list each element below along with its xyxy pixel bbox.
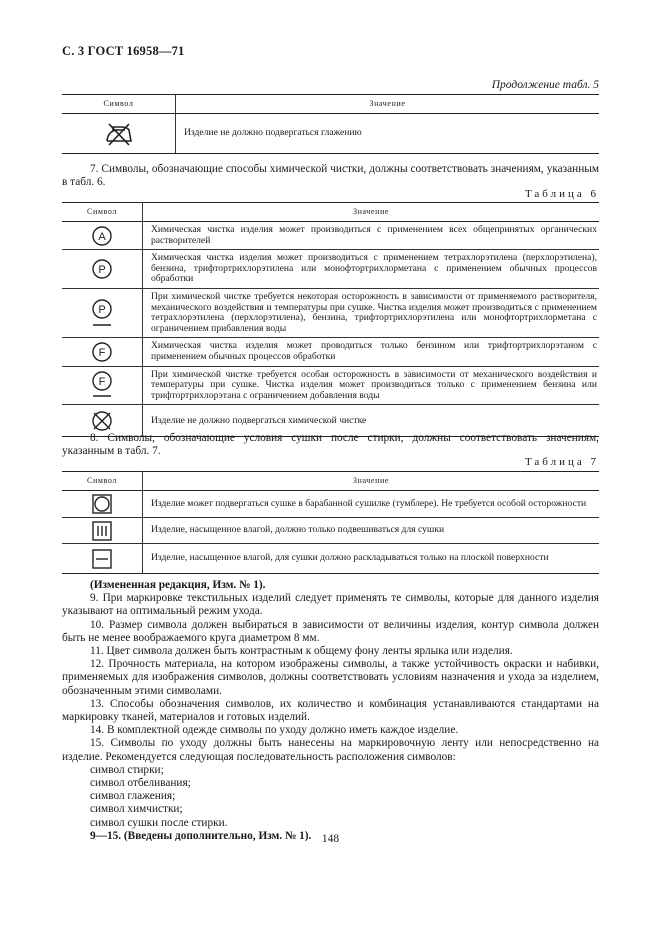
tumble-dry-icon: [91, 493, 113, 515]
table6-row-text: Химическая чистка изделия может производиться с применением тетрахлорэтилена (перхлорэтилена), бензина, трифтортрихлорэтилена или монофтортрихлорметана с применением обычных процессов обработки: [143, 250, 600, 289]
final-note: 9—15. (Введены дополнительно, Изм. № 1).: [90, 829, 312, 842]
svg-text:A: A: [98, 230, 106, 243]
paragraph-8: [62, 432, 599, 458]
table6-caption: Таблица 6: [524, 188, 599, 200]
table6-symbol-cell: [62, 250, 143, 289]
drip-dry-icon: [91, 520, 113, 542]
table5-row-text: Изделие не должно подвергаться глажению: [176, 114, 600, 154]
paragraph-7: [62, 163, 599, 189]
table6-col-meaning: Значение: [143, 203, 600, 222]
svg-text:P: P: [98, 304, 106, 317]
table6-symbol-cell: [62, 288, 143, 337]
table6-row-text: При химической чистке требуется некоторая осторожность в зависимости от применяемого растворителя, механического воздействия и температуры при сушке. Чистка изделия может производиться с применением тетрахлорэтилена (перхлорэтилена), бензина, трифтортрихлорэтилена или монофтортрихлорметана с ограничением прибавления воды: [143, 288, 600, 337]
paragraph-11: 11. Цвет символа должен быть контрастным к общему фону ленты ярлыка или изделия.: [90, 645, 513, 658]
table7-caption: Таблица 7: [524, 456, 599, 468]
list-item: символ стирки;: [90, 763, 164, 776]
svg-text:F: F: [98, 376, 106, 389]
table6-row-text: Химическая чистка изделия может проводиться только бензином или трифтортрихлорэтаном с применением обычных процессов обработки: [143, 338, 600, 366]
paragraph-13: 13. Способы обозначения символов, их количество и комбинация устанавливаются стандартами на маркировку тканей, материалов и готовых изделий.: [62, 697, 599, 724]
circle-p-underlined-icon: [89, 297, 115, 329]
dry-flat-icon: [91, 548, 113, 570]
table5: [62, 94, 599, 154]
list-item: символ химчистки;: [90, 803, 183, 816]
paragraph-7-text: 7. Символы, обозначающие способы химической чистки, должны соответствовать значениям, указанным в табл. 6.: [62, 163, 599, 189]
table7-row-text: Изделие, насыщенное влагой, должно только подвешиваться для сушки: [143, 518, 600, 544]
table6-symbol-cell: [62, 366, 143, 405]
edit-note: (Измененная редакция, Изм. № 1).: [90, 579, 266, 591]
paragraph-10: 10. Размер символа должен выбираться в зависимости от величины изделия, контур символа должен быть не менее воображаемого круга диаметром 8 мм.: [62, 618, 599, 644]
list-item: символ отбеливания;: [90, 777, 191, 790]
table7-col-symbol: Символ: [62, 472, 143, 491]
table7-symbol-cell: [62, 544, 143, 574]
table6-symbol-cell: [62, 222, 143, 250]
table7-row-text: Изделие, насыщенное влагой, для сушки должно раскладываться только на плоской поверхности: [143, 544, 600, 574]
table5-continuation-caption: Продолжение табл. 5: [491, 79, 599, 91]
paragraph-9: 9. При маркировке текстильных изделий следует применять те символы, которые для данного изделия указывают на оптимальный режим ухода.: [62, 592, 599, 618]
table5-col-symbol: Символ: [62, 95, 176, 114]
table6: [62, 202, 599, 437]
circle-f-icon: [91, 341, 113, 363]
paragraph-12: 12. Прочность материала, на котором изображены символы, а также устойчивость окраски и набивки, применяемых для изображения символов, должны соответствовать условиям назначения и ухода за изделием, обозначенным этими символами.: [62, 658, 599, 697]
circle-a-icon: [91, 225, 113, 247]
table7: [62, 471, 599, 574]
table6-row-text: Химическая чистка изделия может производиться с применением всех общепринятых органических растворителей: [143, 222, 600, 250]
paragraph-14: 14. В комплектной одежде символы по уходу должно иметь каждое изделие.: [90, 724, 459, 737]
svg-text:F: F: [98, 346, 106, 359]
table7-symbol-cell: [62, 491, 143, 518]
list-item: символ сушки после стирки.: [90, 816, 228, 829]
table7-row-text: Изделие может подвергаться сушке в барабанной сушилке (тумблере). Не требуется особой осторожности: [143, 491, 600, 518]
svg-text:P: P: [98, 264, 106, 277]
table6-col-symbol: Символ: [62, 203, 143, 222]
page-number: 148: [321, 833, 340, 845]
paragraph-8-text: 8. Символы, обозначающие условия сушки после стирки, должны соответствовать значениям, указанным в табл. 7.: [62, 432, 599, 458]
table6-row-text: При химической чистке требуется особая осторожность в зависимости от механического воздействия и температуры при сушке. Чистка изделия может производиться только с применением бензина или трифтортрихлорэтана с ограничением добавления воды: [143, 366, 600, 405]
circle-f-underlined-icon: [89, 370, 115, 400]
paragraph-15: 15. Символы по уходу должны быть нанесены на маркировочную ленту или непосредственно на изделие. Рекомендуется следующая последовательность расположения символов:: [62, 737, 599, 763]
table7-symbol-cell: [62, 518, 143, 544]
table5-symbol-cell: [62, 114, 176, 154]
circle-p-icon: [91, 258, 113, 280]
iron-crossed-icon: [101, 121, 137, 147]
table6-symbol-cell: [62, 338, 143, 366]
table5-col-meaning: Значение: [176, 95, 600, 114]
body-text: [62, 579, 599, 843]
table6-row-text: Изделие не должно подвергаться химической чистке: [143, 405, 600, 437]
page-header: С. 3 ГОСТ 16958—71: [62, 44, 185, 58]
table7-col-meaning: Значение: [143, 472, 600, 491]
list-item: символ глажения;: [90, 790, 176, 803]
circle-crossed-icon: [90, 409, 114, 433]
